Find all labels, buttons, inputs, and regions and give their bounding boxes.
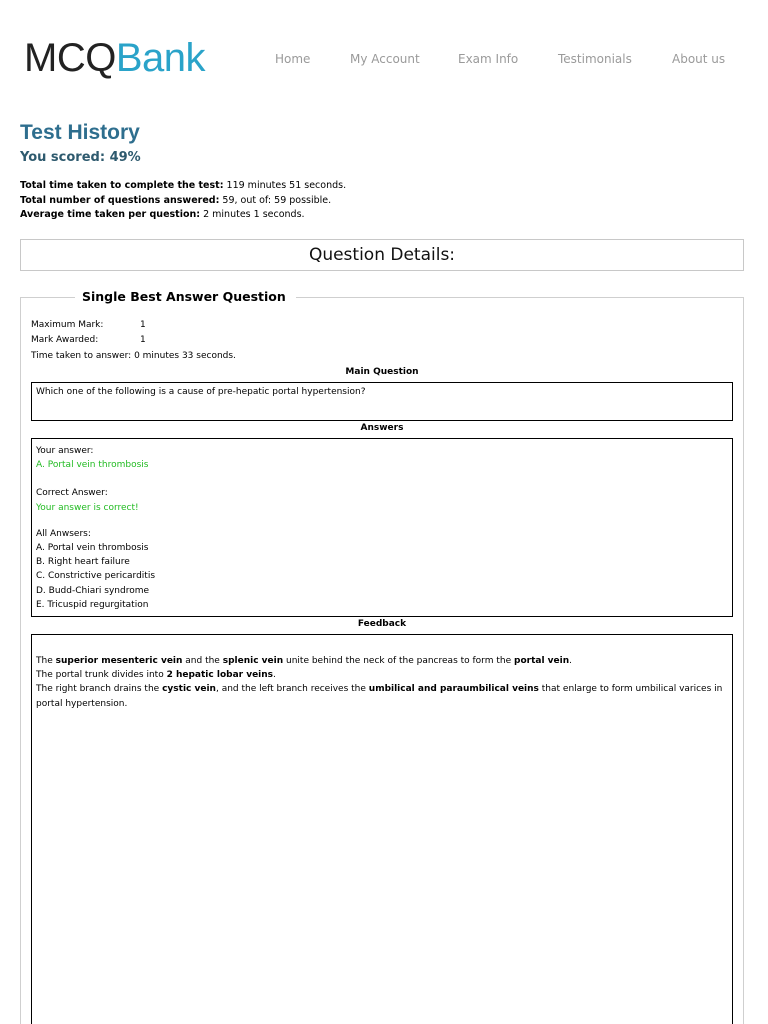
your-answer-label: Your answer:	[36, 446, 94, 456]
nav-testimonials[interactable]: Testimonials	[558, 52, 632, 66]
meta-max-mark-value: 1	[140, 320, 146, 330]
stat-answered-label: Total number of questions answered:	[20, 194, 220, 206]
feedback-line-2	[36, 668, 728, 682]
nav-about-us[interactable]: About us	[672, 52, 726, 66]
feedback-heading: Feedback	[357, 619, 407, 629]
answer-option-c: C. Constrictive pericarditis	[36, 571, 156, 582]
fb-text: , and the left branch receives the	[215, 684, 369, 695]
all-answers-label: All Anwsers:	[36, 528, 91, 539]
meta-max-mark	[31, 318, 236, 333]
stat-average	[20, 208, 346, 223]
meta-max-mark-label: Maximum Mark:	[31, 320, 104, 330]
answer-option-a: A. Portal vein thrombosis	[36, 543, 149, 554]
meta-time-label: Time taken to answer:	[31, 350, 132, 361]
nav-home[interactable]: Home	[275, 52, 311, 66]
fb-text: and the	[182, 656, 223, 666]
fb-text: .	[569, 656, 572, 666]
fb-text: The right branch drains the	[36, 684, 163, 695]
question-details-heading: Question Details:	[20, 239, 744, 271]
page-title: Test History	[20, 121, 140, 144]
main-nav	[0, 52, 768, 68]
correct-answer-value: Your answer is correct!	[36, 502, 139, 513]
stat-total-time-label: Total time taken to complete the test:	[20, 180, 224, 191]
answers-heading: Answers	[360, 423, 404, 433]
stat-answered	[20, 194, 346, 209]
meta-time-value: 0 minutes 33 seconds.	[134, 350, 236, 361]
answer-option-e: E. Tricuspid regurgitation	[36, 599, 149, 610]
stat-answered-value: 59, out of: 59 possible.	[222, 194, 332, 206]
feedback-line-3	[36, 682, 728, 710]
score-summary: You scored: 49%	[20, 150, 141, 165]
meta-awarded-label: Mark Awarded:	[31, 335, 99, 346]
stat-total-time	[20, 179, 346, 194]
correct-answer-label: Correct Answer:	[36, 488, 108, 499]
stat-average-label: Average time taken per question:	[20, 209, 201, 220]
fb-term-portal: portal vein	[514, 656, 570, 666]
fb-text: unite behind the neck of the pancreas to form the	[283, 656, 514, 666]
feedback-box	[31, 634, 733, 1024]
logo-text-mcq: MCQ	[24, 36, 116, 80]
main-question-text: Which one of the following is a cause of pre-hepatic portal hypertension?	[36, 387, 366, 397]
nav-exam-info[interactable]: Exam Info	[458, 52, 519, 66]
fb-term-sma: superior mesenteric vein	[55, 656, 183, 666]
test-stats	[20, 179, 346, 223]
fb-term-splenic: splenic vein	[222, 656, 284, 666]
fb-text: The	[36, 656, 56, 666]
fb-text: The portal trunk divides into	[36, 670, 167, 681]
question-meta	[31, 318, 236, 364]
answers-box	[31, 438, 733, 617]
fb-term-cystic: cystic vein	[162, 684, 216, 695]
logo-text-bank: Bank	[115, 36, 205, 80]
meta-awarded-value: 1	[140, 335, 146, 346]
main-question-box	[31, 382, 733, 421]
your-answer-value: A. Portal vein thrombosis	[36, 460, 149, 471]
fb-text: .	[273, 670, 276, 681]
fb-term-umbilical: umbilical and paraumbilical veins	[368, 684, 539, 695]
stat-total-time-value: 119 minutes 51 seconds.	[226, 180, 347, 191]
feedback-line-1	[36, 654, 728, 668]
answer-option-d: D. Budd-Chiari syndrome	[36, 585, 150, 596]
meta-time	[31, 349, 236, 364]
stat-average-value: 2 minutes 1 seconds.	[203, 209, 305, 220]
main-question-heading: Main Question	[345, 367, 419, 377]
nav-my-account[interactable]: My Account	[350, 52, 420, 66]
fb-text: that enlarge to form umbilical varices in portal hypertension.	[36, 684, 723, 709]
meta-awarded	[31, 333, 236, 348]
fb-term-lobar: 2 hepatic lobar veins	[166, 670, 274, 681]
answer-option-b: B. Right heart failure	[36, 557, 130, 568]
question-type-legend: Single Best Answer Question	[75, 289, 296, 304]
